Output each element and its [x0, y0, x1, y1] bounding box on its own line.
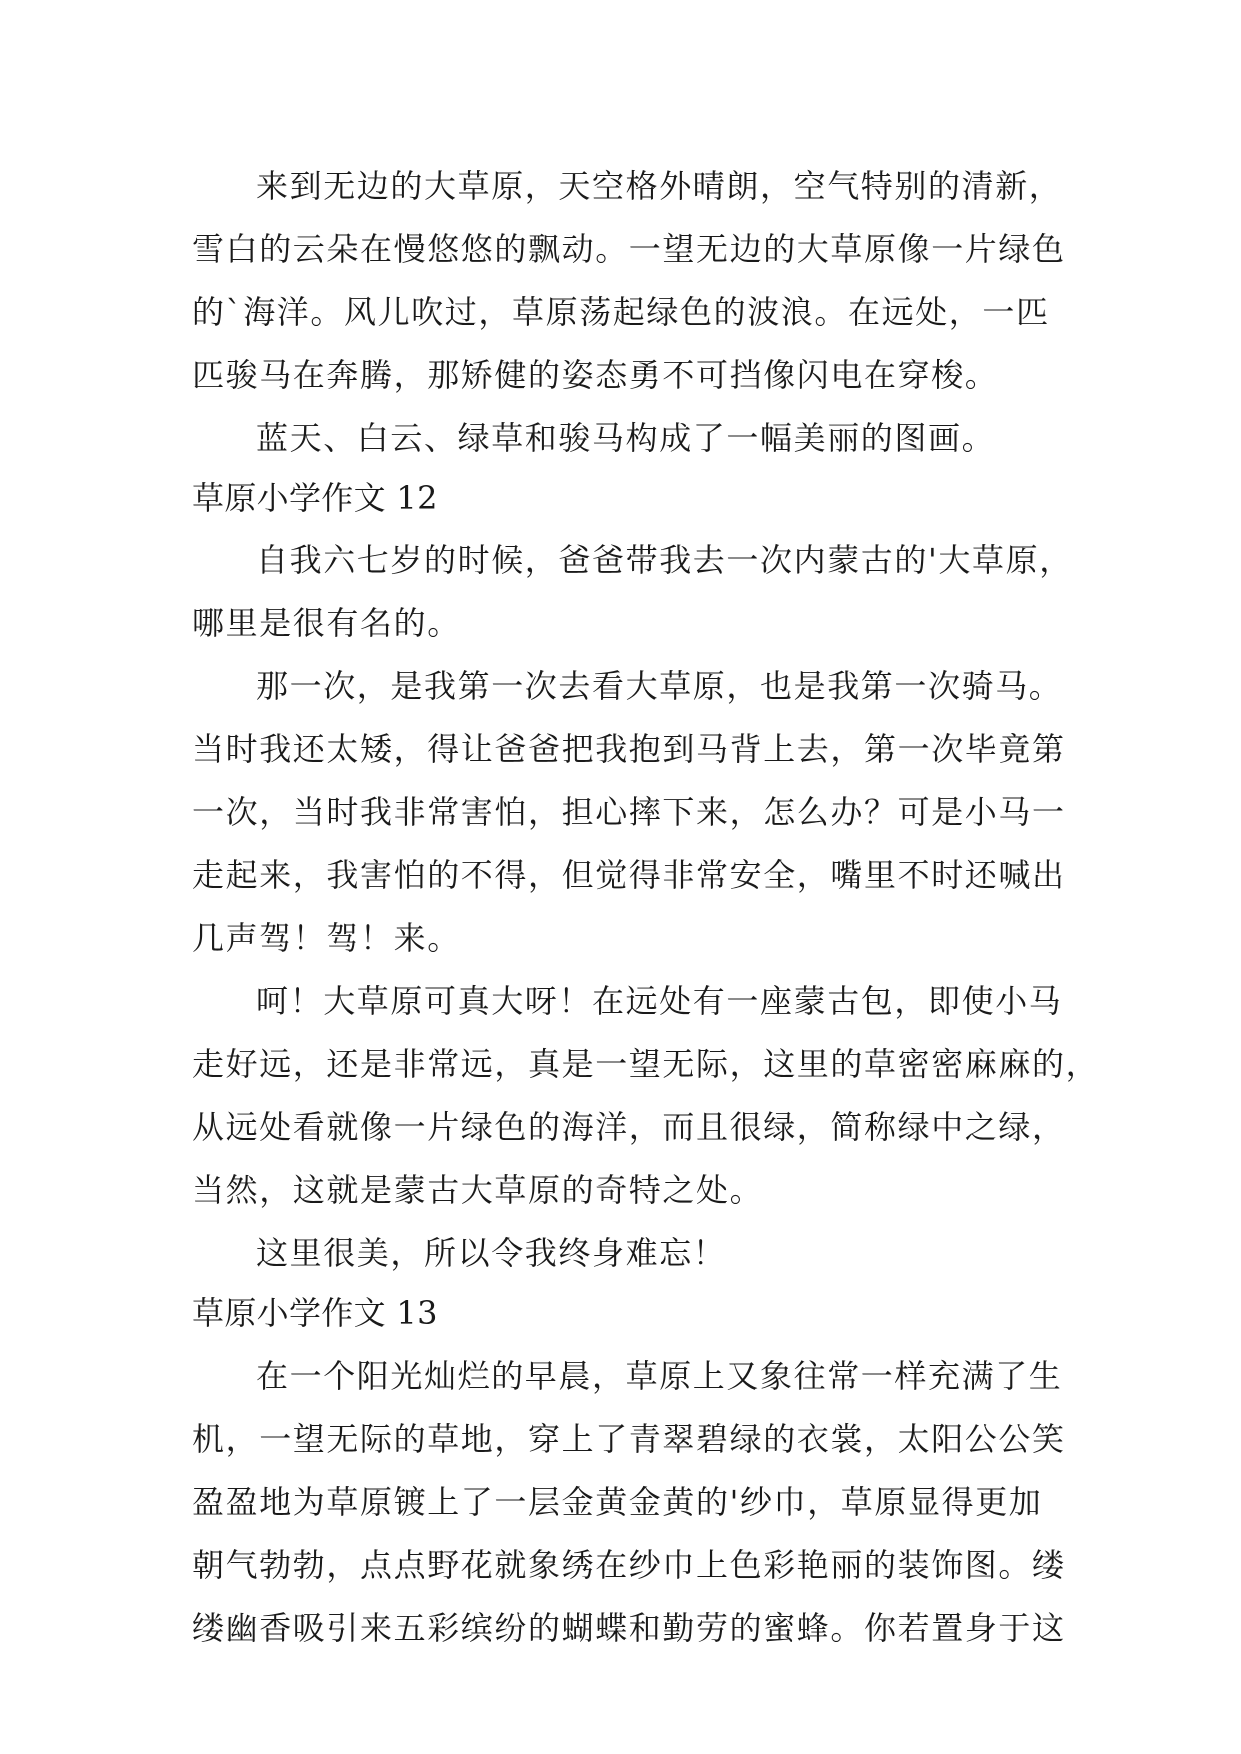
paragraph-line: 从远处看就像一片绿色的海洋，而且很绿，简称绿中之绿，	[192, 1108, 1066, 1146]
paragraph-line: 走好远，还是非常远，真是一望无际，这里的草密密麻麻的，	[192, 1045, 1100, 1083]
paragraph-line: 那一次，是我第一次去看大草原，也是我第一次骑马。	[256, 667, 1063, 705]
paragraph-line: 这里很美，所以令我终身难忘！	[256, 1234, 727, 1272]
paragraph-line: 哪里是很有名的。	[192, 604, 461, 642]
paragraph-line: 盈盈地为草原镀上了一层金黄金黄的'纱巾，草原显得更加	[192, 1483, 1043, 1521]
paragraph-line: 蓝天、白云、绿草和骏马构成了一幅美丽的图画。	[256, 419, 996, 457]
paragraph-line: 机，一望无际的草地，穿上了青翠碧绿的衣裳，太阳公公笑	[192, 1420, 1066, 1458]
paragraph-line: 在一个阳光灿烂的早晨，草原上又象往常一样充满了生	[256, 1357, 1063, 1395]
paragraph-line: 呵！大草原可真大呀！在远处有一座蒙古包，即使小马	[256, 982, 1063, 1020]
section-heading: 草原小学作文 12	[192, 479, 438, 517]
paragraph-line: 雪白的云朵在慢悠悠的飘动。一望无边的大草原像一片绿色	[192, 230, 1066, 268]
paragraph-line: 当然，这就是蒙古大草原的奇特之处。	[192, 1171, 764, 1209]
paragraph-line: 一次，当时我非常害怕，担心摔下来，怎么办？可是小马一	[192, 793, 1066, 831]
paragraph-line: 来到无边的大草原，天空格外晴朗，空气特别的清新，	[256, 167, 1063, 205]
section-heading: 草原小学作文 13	[192, 1294, 438, 1332]
paragraph-line: 几声驾！驾！来。	[192, 919, 461, 957]
paragraph-line: 的`海洋。风儿吹过，草原荡起绿色的波浪。在远处，一匹	[192, 293, 1050, 331]
paragraph-line: 缕幽香吸引来五彩缤纷的蝴蝶和勤劳的蜜蜂。你若置身于这	[192, 1609, 1066, 1647]
paragraph-line: 走起来，我害怕的不得，但觉得非常安全，嘴里不时还喊出	[192, 856, 1066, 894]
paragraph-line: 当时我还太矮，得让爸爸把我抱到马背上去，第一次毕竟第	[192, 730, 1066, 768]
paragraph-line: 朝气勃勃，点点野花就象绣在纱巾上色彩艳丽的装饰图。缕	[192, 1546, 1066, 1584]
paragraph-line: 自我六七岁的时候，爸爸带我去一次内蒙古的'大草原，	[256, 541, 1073, 579]
paragraph-line: 匹骏马在奔腾，那矫健的姿态勇不可挡像闪电在穿梭。	[192, 356, 999, 394]
